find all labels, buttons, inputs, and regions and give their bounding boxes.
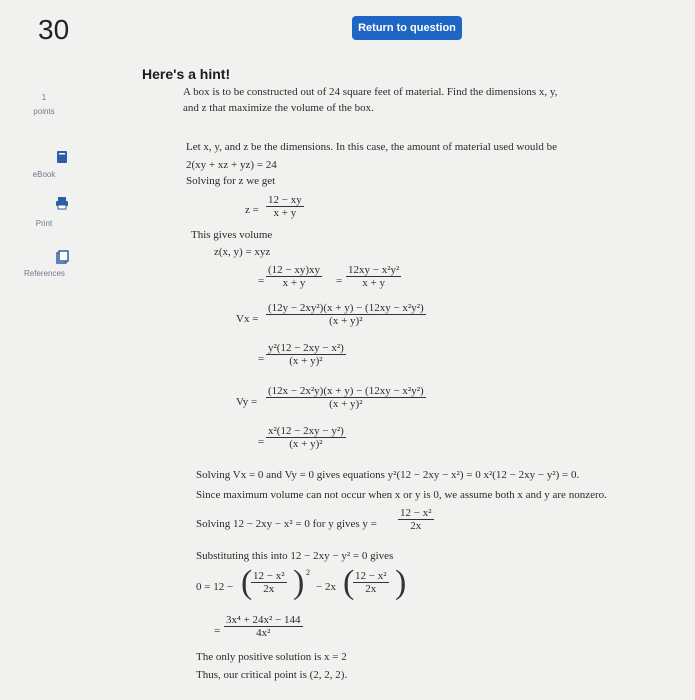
vol-f2-denominator: x + y <box>346 276 401 289</box>
right-paren-2: ) <box>395 564 407 601</box>
solving-for-y: Solving 12 − 2xy − x² = 0 for y gives y = <box>196 518 377 530</box>
y-numerator: 12 − x² <box>400 507 432 519</box>
references-label[interactable]: References <box>24 269 65 278</box>
square-exponent: 2 <box>306 568 310 577</box>
sub-f2-denominator: 2x <box>353 582 389 595</box>
return-to-question-button[interactable]: Return to question <box>352 16 462 40</box>
substitution-lhs: 0 = 12 − <box>196 581 234 593</box>
vx2-numerator: y²(12 − 2xy − x²) <box>268 342 344 354</box>
gives-volume: This gives volume <box>191 229 273 241</box>
y-fraction <box>398 507 434 532</box>
ebook-label[interactable]: eBook <box>32 170 56 179</box>
vy2-numerator: x²(12 − 2xy − y²) <box>268 425 344 437</box>
vy-lhs: Vy = <box>236 396 258 408</box>
vol-fraction-2 <box>346 264 401 289</box>
since-max-volume: Since maximum volume can not occur when x or y is 0, we assume both x and y are nonzero. <box>196 489 607 501</box>
vy-denominator: (x + y)² <box>266 397 426 410</box>
vol-f1-denominator: x + y <box>266 276 322 289</box>
result-numerator: 3x⁴ + 24x² − 144 <box>226 614 301 626</box>
hint-title: Here's a hint! <box>142 66 231 82</box>
vx-lhs: Vx = <box>236 313 259 325</box>
vol-f2-numerator: 12xy − x²y² <box>348 264 400 276</box>
z-numerator: 12 − xy <box>268 194 302 206</box>
problem-line-2: and z that maximize the volume of the box. <box>183 102 374 114</box>
left-paren-1: ( <box>241 564 253 601</box>
y-denominator: 2x <box>398 519 434 532</box>
print-icon[interactable] <box>55 196 69 210</box>
vy2-fraction <box>266 425 346 450</box>
only-positive-solution: The only positive solution is x = 2 <box>196 651 347 663</box>
vx-eq: = <box>258 353 265 365</box>
question-number: 30 <box>38 14 70 45</box>
z-lhs: z = <box>245 204 259 216</box>
vol-eq-2: = <box>336 275 343 287</box>
vx-denominator: (x + y)² <box>266 314 426 327</box>
substituting-text: Substituting this into 12 − 2xy − y² = 0 gives <box>196 550 394 562</box>
z-fraction <box>266 194 304 219</box>
volume-definition: z(x, y) = xyz <box>214 246 271 258</box>
solving-for-z: Solving for z we get <box>186 175 276 187</box>
substitution-middle: − 2x <box>316 581 336 593</box>
ebook-icon[interactable] <box>55 150 69 164</box>
sub-f1-numerator: 12 − x² <box>253 570 285 582</box>
vx-fraction <box>266 302 426 327</box>
vol-fraction-1 <box>266 264 322 289</box>
material-equation: 2(xy + xz + yz) = 24 <box>186 159 277 171</box>
solving-v-equations: Solving Vx = 0 and Vy = 0 gives equations y²(12 − 2xy − x²) = 0 x²(12 − 2xy − y²) = 0. <box>196 469 580 481</box>
sub-f1-denominator: 2x <box>251 582 287 595</box>
vol-f1-numerator: (12 − xy)xy <box>268 264 321 276</box>
z-denominator: x + y <box>266 206 304 219</box>
left-paren-2: ( <box>343 564 355 601</box>
points-value: 1 <box>41 93 47 102</box>
vol-eq-1: = <box>258 275 265 287</box>
sub-fraction-1 <box>251 570 287 595</box>
problem-line-1: A box is to be constructed out of 24 square feet of material. Find the dimensions x, y, <box>183 86 558 98</box>
result-denominator: 4x² <box>224 626 303 639</box>
solution-intro: Let x, y, and z be the dimensions. In this case, the amount of material used would be <box>186 141 558 153</box>
vy-numerator: (12x − 2x²y)(x + y) − (12xy − x²y²) <box>268 385 424 397</box>
right-paren-1: ) <box>293 564 305 601</box>
result-fraction <box>224 614 303 639</box>
critical-point: Thus, our critical point is (2, 2, 2). <box>196 669 348 681</box>
sub-fraction-2 <box>353 570 389 595</box>
vx2-denominator: (x + y)² <box>266 354 346 367</box>
points-label: points <box>33 107 55 116</box>
result-eq: = <box>214 625 221 637</box>
vy-fraction <box>266 385 426 410</box>
vx-numerator: (12y − 2xy²)(x + y) − (12xy − x²y²) <box>268 302 424 314</box>
vy-eq: = <box>258 436 265 448</box>
references-icon[interactable] <box>55 250 69 264</box>
print-label[interactable]: Print <box>35 219 53 228</box>
sub-f2-numerator: 12 − x² <box>355 570 387 582</box>
vy2-denominator: (x + y)² <box>266 437 346 450</box>
vx2-fraction <box>266 342 346 367</box>
